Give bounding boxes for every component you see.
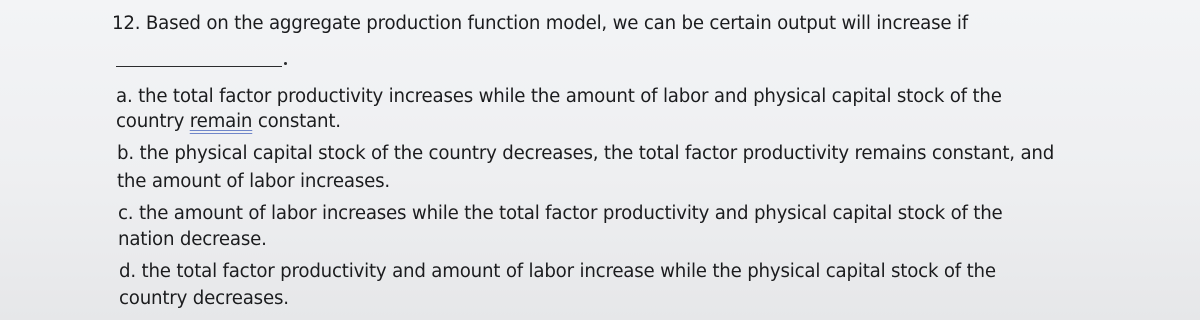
- option-a-text-end: constant.: [252, 111, 341, 132]
- answer-blank-line: [116, 66, 282, 67]
- question-text: 12. Based on the aggregate production function model, we can be certain output will increase if: [112, 13, 968, 34]
- grammar-underlined-word: remain: [189, 111, 253, 132]
- option-d-line-2: country decreases.: [119, 288, 289, 309]
- blank-period: [284, 62, 287, 65]
- option-d-line-1: d. the total factor productivity and amount of labor increase while the physical capital stock of the: [119, 261, 996, 282]
- option-b-line-1: b. the physical capital stock of the country decreases, the total factor productivity remains constant, and: [117, 143, 1055, 164]
- option-c-line-2: nation decrease.: [118, 229, 267, 250]
- option-a-line-2: [116, 109, 341, 135]
- option-b-line-2: the amount of labor increases.: [117, 171, 390, 192]
- option-c-line-1: c. the amount of labor increases while the total factor productivity and physical capital stock of the: [118, 203, 1003, 224]
- option-a-text: country: [116, 111, 190, 132]
- option-a-line-1: a. the total factor productivity increases while the amount of labor and physical capital stock of the: [116, 86, 1002, 107]
